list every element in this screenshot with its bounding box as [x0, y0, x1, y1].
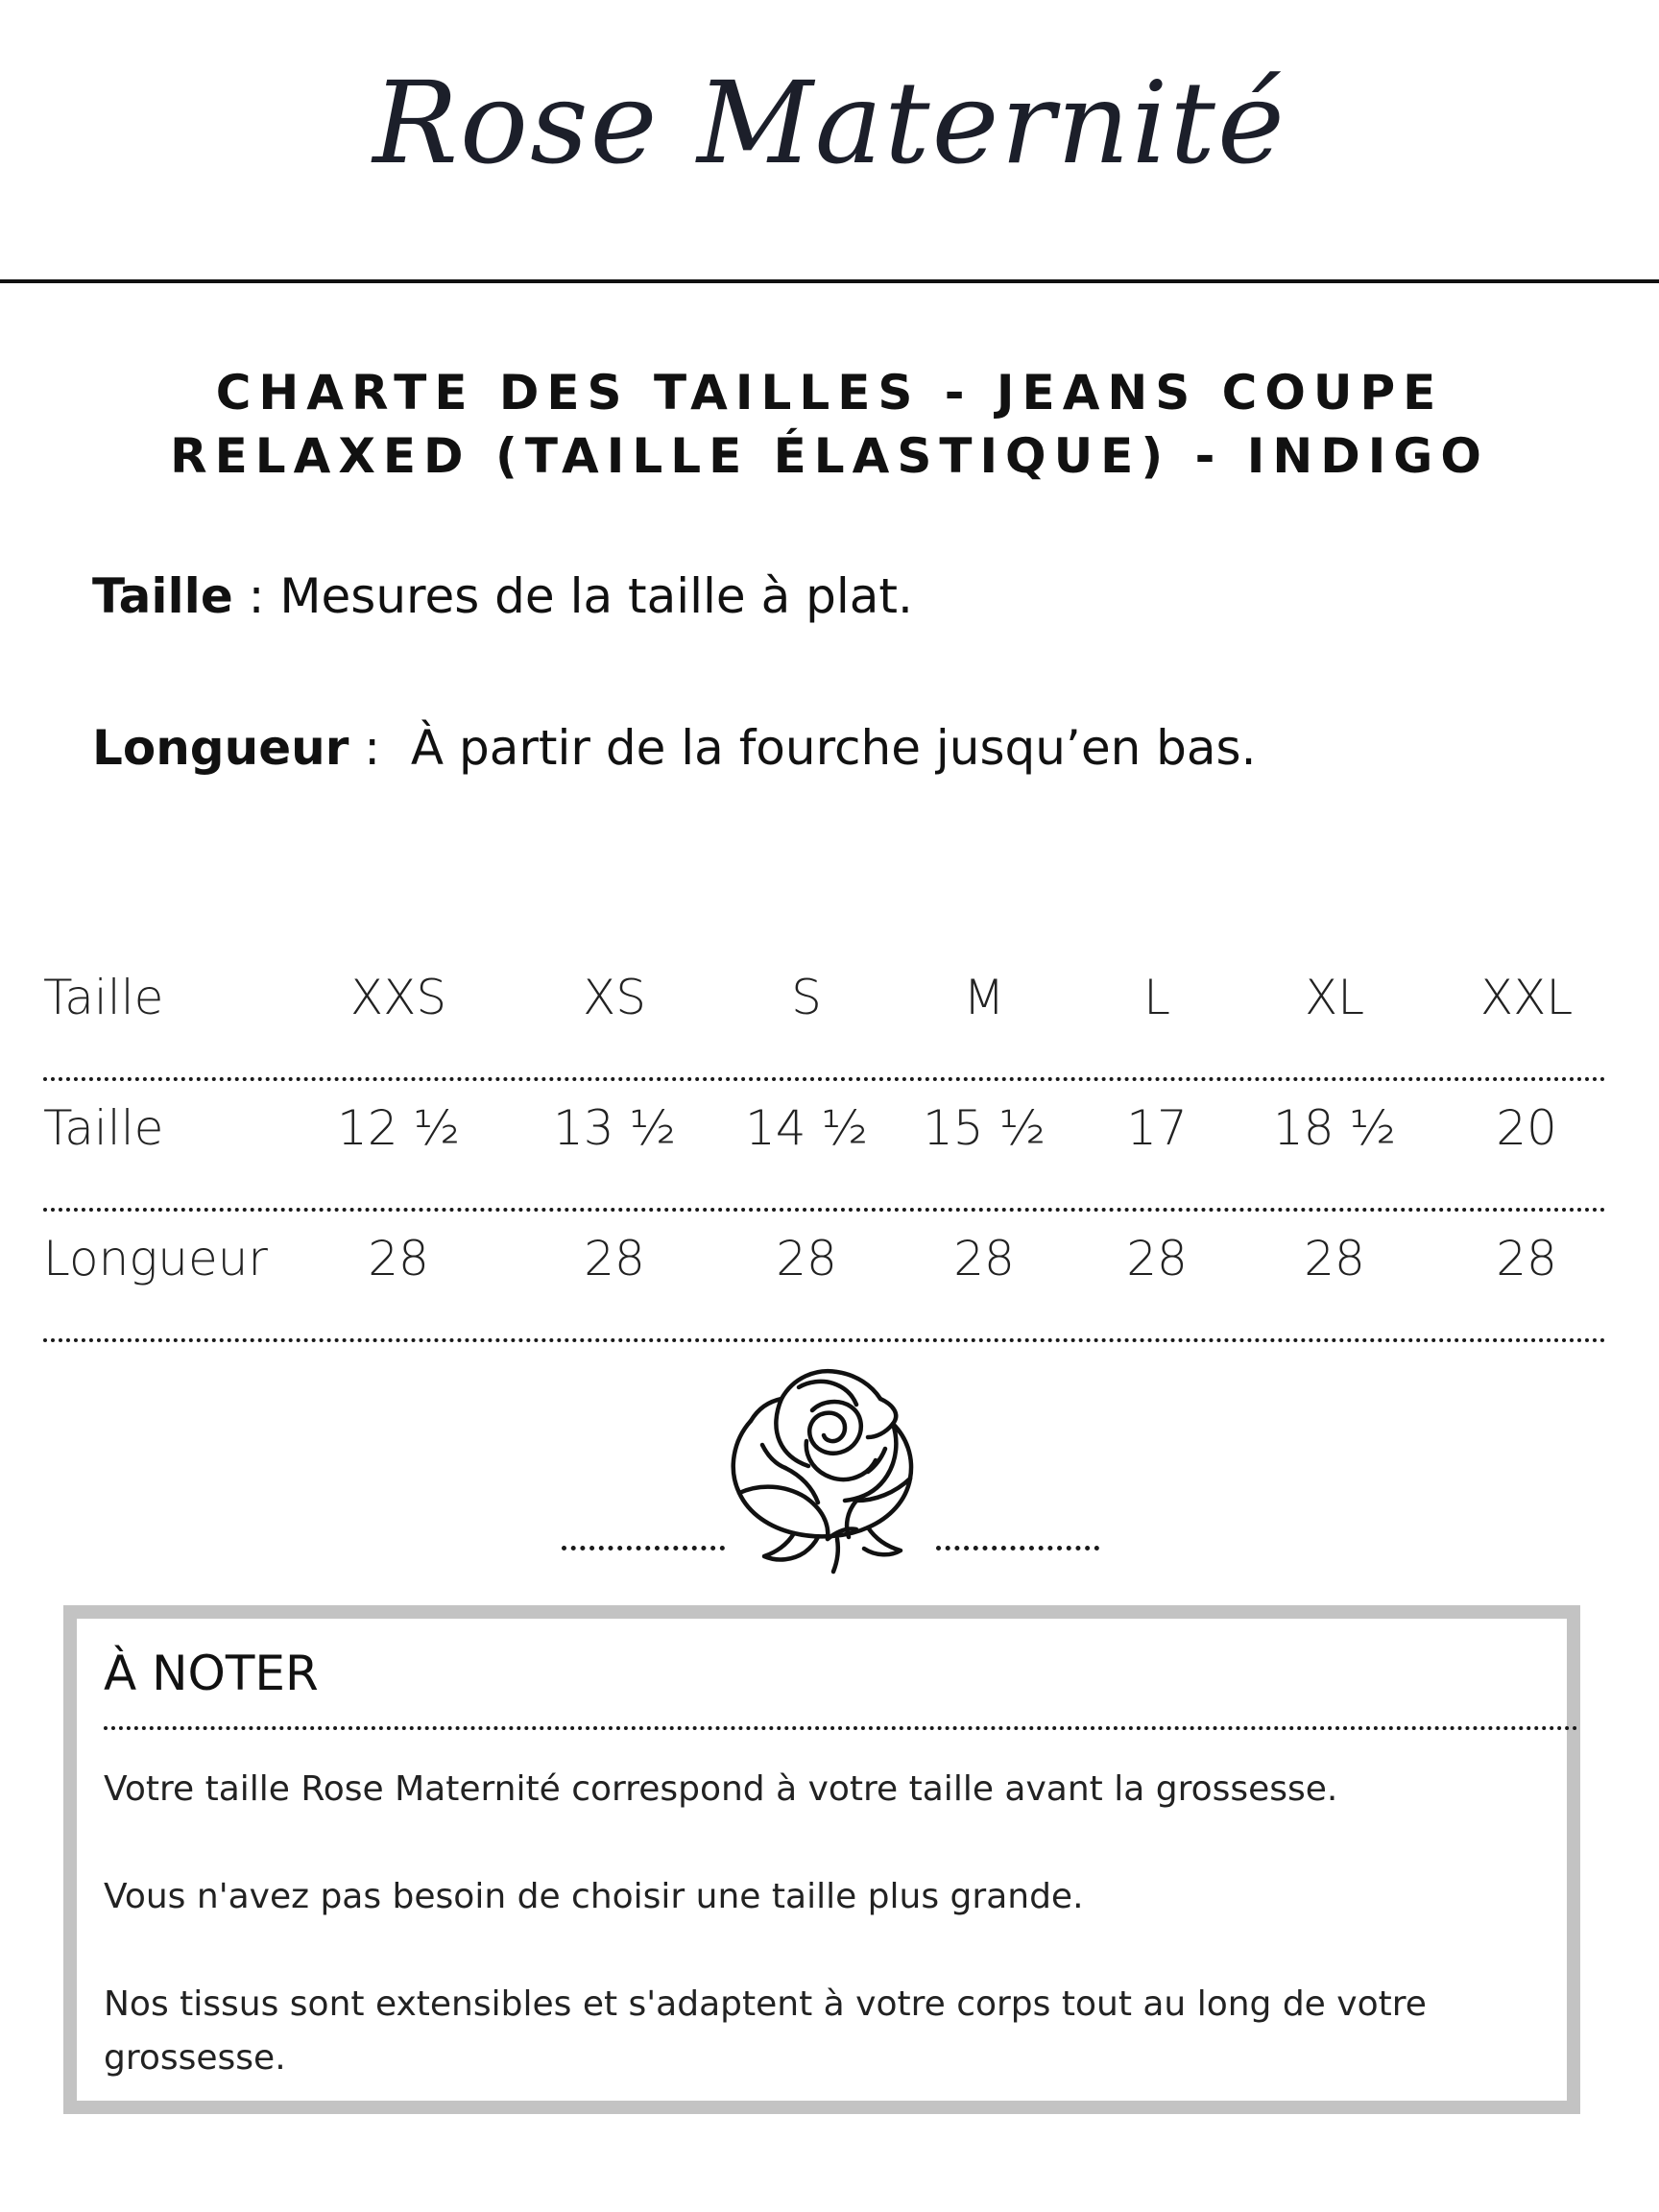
brand-logo: Rose Maternité	[373, 57, 1286, 189]
table-cell: 18 ½	[1273, 1100, 1396, 1156]
note-title: À NOTER	[104, 1646, 319, 1701]
table-cell: 28	[584, 1231, 645, 1286]
table-cell: 20	[1496, 1100, 1557, 1156]
note-line: Nos tissus sont extensibles et s'adaptent à votre corps tout au long de votre grossesse.	[104, 1984, 1427, 2078]
table-row-length	[43, 1212, 1606, 1342]
rose-ornament	[0, 1349, 1659, 1599]
definition-separator: :	[232, 568, 280, 624]
header-divider	[0, 279, 1659, 283]
definition-separator: :	[349, 720, 411, 776]
table-cell: 28	[1126, 1231, 1188, 1286]
definition-text: Mesures de la taille à plat.	[279, 568, 913, 624]
table-cell: 28	[1496, 1231, 1557, 1286]
table-cell: L	[1143, 970, 1170, 1025]
table-cell: 13 ½	[553, 1100, 676, 1156]
page-title	[0, 361, 1659, 488]
size-table	[43, 950, 1606, 1342]
table-row-sizes	[43, 950, 1606, 1081]
note-box	[63, 1605, 1580, 2114]
dotted-divider	[936, 1546, 1099, 1551]
table-cell: M	[963, 970, 1005, 1025]
table-cell: 14 ½	[745, 1100, 868, 1156]
definition-term: Longueur	[92, 720, 349, 776]
definition-taille	[92, 568, 913, 624]
row-label: Taille	[43, 970, 164, 1025]
definition-longueur	[92, 720, 1256, 776]
definition-term: Taille	[92, 568, 233, 624]
table-cell: XS	[583, 970, 646, 1025]
table-cell: XL	[1304, 970, 1365, 1025]
definition-text: À partir de la fourche jusqu’en bas.	[410, 720, 1257, 776]
rose-icon	[693, 1349, 966, 1589]
table-cell: 17	[1126, 1100, 1188, 1156]
table-cell: 28	[953, 1231, 1015, 1286]
table-cell: XXL	[1479, 970, 1574, 1025]
page-title-line-1: CHARTE DES TAILLES - JEANS COUPE	[215, 365, 1444, 421]
dotted-divider	[43, 1338, 1606, 1342]
page-title-line-2: RELAXED (TAILLE ÉLASTIQUE) - INDIGO	[170, 428, 1489, 484]
row-label: Longueur	[43, 1231, 268, 1286]
table-cell: 12 ½	[337, 1100, 460, 1156]
dotted-divider	[104, 1726, 1578, 1730]
table-cell: XXS	[349, 970, 447, 1025]
table-cell: 28	[776, 1231, 837, 1286]
note-line: Vous n'avez pas besoin de choisir une taille plus grande.	[104, 1877, 1084, 1916]
table-cell: S	[791, 970, 822, 1025]
table-cell: 28	[1304, 1231, 1365, 1286]
row-label: Taille	[43, 1100, 164, 1156]
table-row-waist	[43, 1081, 1606, 1212]
note-line: Votre taille Rose Maternité correspond à votre taille avant la grossesse.	[104, 1769, 1338, 1809]
table-cell: 28	[368, 1231, 429, 1286]
table-cell: 15 ½	[923, 1100, 1046, 1156]
